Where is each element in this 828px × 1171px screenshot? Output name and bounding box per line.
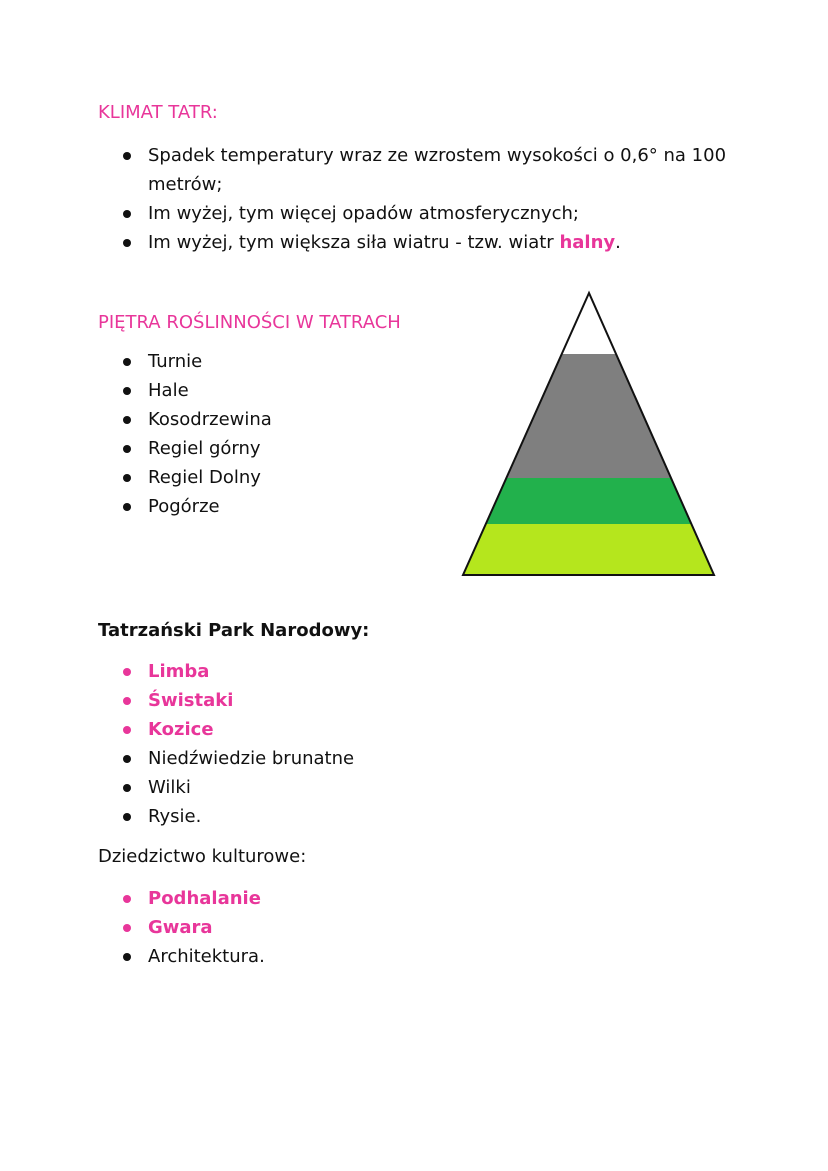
bullet-icon (123, 445, 131, 453)
bullet-icon (123, 387, 131, 395)
dziedzictwo-heading: Dziedzictwo kulturowe: (98, 846, 307, 867)
list-item-text: Pogórze (148, 496, 220, 517)
list-item-text: Gwara (148, 917, 213, 938)
bullet-icon (123, 152, 131, 160)
pietra-heading: PIĘTRA ROŚLINNOŚCI W TATRACH (98, 312, 401, 333)
bullet-icon (123, 924, 131, 932)
list-item-text: Świstaki (148, 690, 234, 711)
klimat-list (120, 141, 726, 257)
bullet-icon (123, 697, 131, 705)
list-item (120, 802, 354, 831)
list-item (120, 884, 265, 913)
bullet-icon (123, 416, 131, 424)
list-item (120, 715, 354, 744)
list-item-text: Limba (148, 661, 210, 682)
list-item-text: Podhalanie (148, 888, 261, 909)
list-item-text: Turnie (148, 351, 203, 372)
zone-regle (460, 524, 720, 582)
list-item (120, 657, 354, 686)
vegetation-zones-pyramid (460, 290, 720, 582)
bullet-icon (123, 503, 131, 511)
bullet-icon (123, 474, 131, 482)
park-heading: Tatrzański Park Narodowy: (98, 620, 370, 641)
list-item (120, 141, 726, 199)
bullet-icon (123, 784, 131, 792)
zone-hale (460, 354, 720, 478)
pietra-list (120, 347, 272, 521)
list-item (120, 405, 272, 434)
list-item (120, 376, 272, 405)
list-item-text: Niedźwiedzie brunatne (148, 748, 355, 769)
list-item (120, 773, 354, 802)
list-item-text: Im wyżej, tym więcej opadów atmosferycznych; (148, 203, 579, 224)
list-item (120, 942, 265, 971)
list-item (120, 492, 272, 521)
bullet-icon (123, 895, 131, 903)
dziedzictwo-list (120, 884, 265, 971)
list-item-text: Regiel górny (148, 438, 261, 459)
klimat-heading: KLIMAT TATR: (98, 102, 218, 123)
bullet-icon (123, 210, 131, 218)
list-item-text: Kosodrzewina (148, 409, 272, 430)
list-item (120, 347, 272, 376)
bullet-icon (123, 813, 131, 821)
highlight-word: halny (559, 232, 616, 253)
list-item-text: Hale (148, 380, 189, 401)
list-item-text: Rysie. (148, 806, 202, 827)
list-item (120, 463, 272, 492)
list-item (120, 744, 354, 773)
bullet-icon (123, 358, 131, 366)
list-item-text: Regiel Dolny (148, 467, 261, 488)
list-item (120, 199, 726, 228)
list-item (120, 686, 354, 715)
list-item-text-end: . (615, 232, 621, 253)
park-list (120, 657, 354, 831)
list-item (120, 913, 265, 942)
list-item-text: Im wyżej, tym większa siła wiatru - tzw. wiatr (148, 232, 560, 253)
bullet-icon (123, 755, 131, 763)
list-item (120, 228, 726, 257)
list-item (120, 434, 272, 463)
list-item-text: Architektura. (148, 946, 265, 967)
bullet-icon (123, 668, 131, 676)
list-item-text: Spadek temperatury wraz ze wzrostem wysokości o 0,6° na 100 (148, 145, 727, 166)
list-item-text: Kozice (148, 719, 214, 740)
list-item-text-continuation: metrów; (148, 174, 223, 195)
bullet-icon (123, 239, 131, 247)
zone-turnie (460, 290, 720, 354)
bullet-icon (123, 726, 131, 734)
list-item-text: Wilki (148, 777, 191, 798)
bullet-icon (123, 953, 131, 961)
